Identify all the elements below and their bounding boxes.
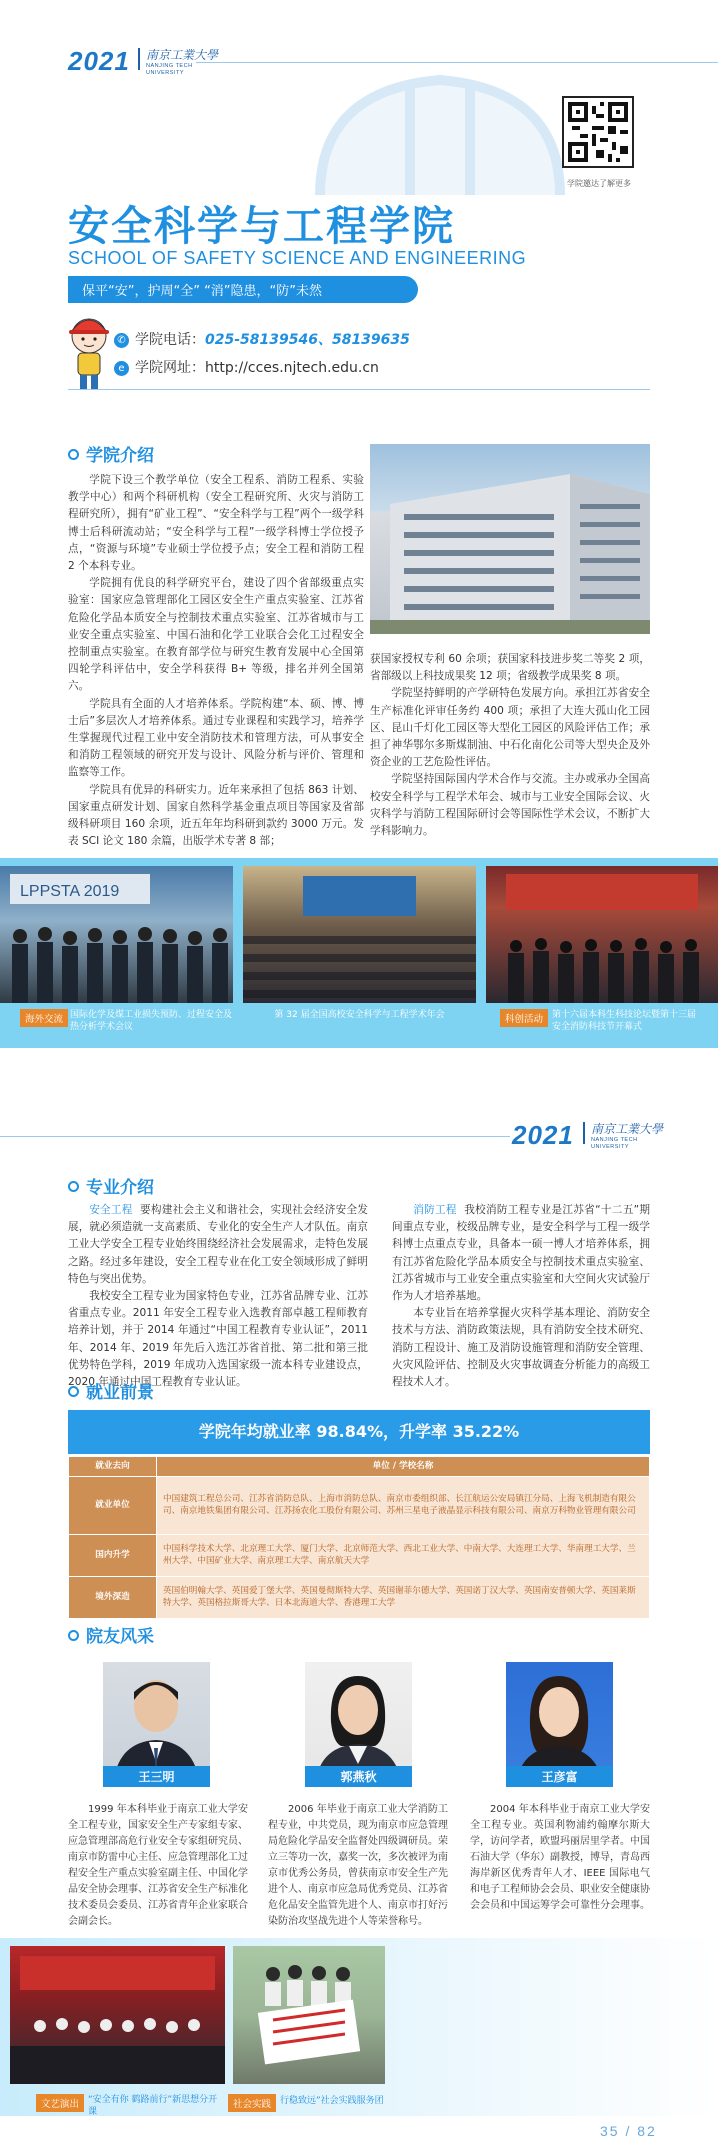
- table-header-cell: 就业去向: [69, 1457, 157, 1477]
- alumni-bio: 1999 年本科毕业于南京工业大学安全工程专业，国家安全生产专家组专家、应急管理部高危行业安全专家组研究员、南京市防雷中心主任、应急管理部化工过程安全生产重点实验室副主任、中国化学品安全协会理事、江苏省安全生产标准化技术委员会委员、江苏省青年企业家联合会副会长。: [68, 1804, 248, 1927]
- safety-major-paragraph: 我校安全工程专业为国家特色专业，江苏省品牌专业、江苏省重点专业。2011 年安全工程专业入选教育部卓越工程师教育培养计划，并于 2014 年通过“中国工程教育专业认证”，2011 年、2014 年、2019 年先后入选江苏省首批、第二批和第三批优势特色学科，2019 年成功入选国家级一流本科专业建设点，2020 年通过中国工程教育专业认证。: [68, 1290, 368, 1389]
- employment-banner: 学院年均就业率 98.84%，升学率 35.22%: [68, 1410, 650, 1454]
- website-row: [114, 357, 379, 377]
- intro-paragraph: 获国家授权专利 60 余项；获国家科技进步奖二等奖 2 项，省部级以上科技成果奖 12 项；省级教学成果奖 8 项。: [370, 653, 650, 683]
- header-year: 2021: [68, 46, 130, 76]
- table-row-value: 英国伯明翰大学、英国爱丁堡大学、英国曼彻斯特大学、英国谢菲尔德大学、英国诺丁汉大学、英国南安普顿大学、英国莱斯特大学、英国格拉斯哥大学、日本北海道大学、香港理工大学: [157, 1576, 650, 1618]
- qr-code[interactable]: [562, 96, 634, 168]
- fire-major-name: 消防工程: [413, 1204, 457, 1216]
- intro-paragraph: 学院下设三个教学单位（安全工程系、消防工程系、实验教学中心）和两个科研机构（安全工程研究所、火灾与消防工程研究所），拥有“矿业工程”、“安全科学与工程”两个一级学科博士后科研流动站；“安全科学与工程”一级学科博士学位授予点，“资源与环境”专业硕士学位授予点；安全工程和消防工程 2 个本科专业。: [68, 474, 364, 573]
- group-photo-icon: [0, 866, 233, 1003]
- table-row-value: 中国建筑工程总公司、江苏省消防总队、上海市消防总队、南京市委组织部、长江航运公安局镇江分局、上海飞机制造有限公司、南京地铁集团有限公司、江苏扬农化工股份有限公司、苏州三星电子液晶显示科技有限公司、南京万科物业管理有限公司: [157, 1476, 650, 1534]
- logo-english: NANJING TECH UNIVERSITY: [146, 63, 193, 76]
- qr-pattern-icon: [568, 102, 628, 162]
- intro-paragraph: 学院坚持鲜明的产学研特色发展方向。承担江苏省安全生产标准化评审任务约 400 项；承担了大连大孤山化工园区、昆山千灯化工园区等大型化工园区的风险评估工作；承担了神华鄂尔多斯煤制油、中石化南化公司等大型央企及外资企业的工艺危险性评估。: [370, 687, 650, 769]
- safety-major-name: 安全工程: [89, 1204, 133, 1216]
- website-link[interactable]: http://cces.njtech.edu.cn: [205, 360, 379, 376]
- fire-major-column: [392, 1202, 650, 1391]
- logo-divider: [138, 48, 140, 70]
- qr-caption: 学院邀达了解更多: [567, 179, 631, 188]
- safety-major-paragraph: 安全工程 要构建社会主义和谐社会，实现社会经济安全发展，就必须造就一支高素质、专业化的安全生产人才队伍。南京工业大学安全工程专业始终围绕经济社会发展需求，走特色发展之路。经过多年建设，安全工程专业在化工安全领域形成了鲜明特色与突出优势。: [68, 1204, 369, 1285]
- table-row-label: 就业单位: [69, 1476, 157, 1534]
- group-banner-icon: [233, 1946, 385, 2084]
- table-row: [69, 1534, 650, 1576]
- building-shape-icon: [370, 444, 650, 634]
- bottom-caption-text: “安全有你 鹤路前行”新思想分开课: [88, 2095, 218, 2117]
- phone-icon: ✆: [114, 333, 129, 348]
- table-row: [69, 1576, 650, 1618]
- page2-header-rule: [0, 1136, 510, 1137]
- college-title-english: SCHOOL OF SAFETY SCIENCE AND ENGINEERING: [68, 248, 527, 268]
- safety-major-column: [68, 1202, 368, 1391]
- alumni-bio: 2004 年本科毕业于南京工业大学安全工程专业。英国利物浦约翰摩尔斯大学，访问学者，欧盟玛丽居里学者。中国石油大学（华东）副教授，博导，青岛西海岸新区优秀青年人才、IEEE 国际电气和电子工程师协会会员、职业安全健康协会会员和中国运筹学会可靠性分会理事。: [470, 1804, 650, 1911]
- conference-hall-icon: [243, 866, 476, 1003]
- table-header-cell: 单位 / 学校名称: [157, 1457, 650, 1477]
- section-ring-icon: [68, 1386, 79, 1397]
- bottom-photo-2: [233, 1946, 385, 2084]
- intro-paragraph: 学院具有优异的科研实力。近年来承担了包括 863 计划、国家重点研发计划、国家自然科学基金重点项目等国家及省部级科研项目 160 余项，近五年年均科研到款约 3000 万元。发表 SCI 论文 180 余篇，出版学术专著 8 部；: [68, 783, 364, 848]
- intro-heading: 学院介绍: [68, 441, 154, 466]
- table-row-value: 中国科学技术大学、北京理工大学、厦门大学、北京师范大学、西北工业大学、中南大学、大连理工大学、华南理工大学、兰州大学、中国矿业大学、南京理工大学、南京航天大学: [157, 1534, 650, 1576]
- page-number: 35 / 82: [600, 2123, 657, 2139]
- intro-paragraph: 学院坚持国际国内学术合作与交流。主办或承办全国高校安全科学与工程学术年会、城市与工业安全国际会议、火灾科学与消防工程国际研讨会等国际性学术会议，不断扩大学科影响力。: [370, 773, 650, 838]
- college-slogan: 保平“安”，护周“全” “消”隐患，“防”未然: [68, 276, 418, 303]
- contact-rule: [68, 389, 650, 390]
- fire-major-paragraph: 本专业旨在培养掌握火灾科学基本理论、消防安全技术与方法、消防政策法规，具有消防安全技术研究、消防工程设计、施工及消防设施管理和消防安全管理、火灾风险评估、控制及火灾事故调查分析能力的高级工程技术人才。: [392, 1307, 650, 1389]
- page2-logo-text: 南京工業大學: [591, 1122, 664, 1136]
- page2-logo-divider: [583, 1122, 585, 1144]
- bottom-caption-text: 行稳致远”社会实践服务团: [280, 2096, 384, 2106]
- gallery-photo-3: [486, 866, 718, 1003]
- alumni-bio: 2006 年毕业于南京工业大学消防工程专业，中共党员，现为南京市应急管理局危险化学品安全监督处四级调研员。荣立三等功一次，嘉奖一次，多次被评为南京市优秀公务员，曾获南京市安全生产先进个人、南京市应急局优秀党员、江苏省危化品安全监管先进个人、南京市打好污染防治攻坚战先进个人等荣誉称号。: [268, 1804, 448, 1927]
- logo-text: 南京工業大學: [146, 48, 219, 62]
- table-header-row: [69, 1457, 650, 1477]
- phone-value: 025-58139546、58139635: [205, 332, 410, 348]
- section-ring-icon: [68, 1630, 79, 1641]
- bottom-tag: 社会实践: [228, 2094, 276, 2112]
- alumni-name: 郭燕秋: [305, 1766, 412, 1787]
- gallery-photo-1: [0, 866, 233, 1003]
- gallery-caption-text: 第十六届本科生科技论坛暨第十三届安全消防科技节开幕式: [552, 1010, 697, 1032]
- alumni-name: 王三明: [103, 1766, 210, 1787]
- bottom-tag: 文艺演出: [36, 2094, 84, 2112]
- table-row: [69, 1476, 650, 1534]
- intro-paragraph: 学院具有全面的人才培养体系。学院构建“本、硕、博、博士后”多层次人才培养体系。通过专业课程和实践学习，培养学生掌握现代过程工业中安全消防技术和管理方法，可从事安全和消防工程领域的研究开发与设计、风险分析与评价、管理和监察等工作。: [68, 697, 364, 779]
- section-ring-icon: [68, 449, 79, 460]
- gallery-tag: 科创活动: [500, 1009, 548, 1027]
- stage-event-icon: [486, 866, 718, 1003]
- web-icon: e: [114, 361, 129, 376]
- gallery-caption-2: 第 32 届全国高校安全科学与工程学术年会: [274, 1010, 445, 1020]
- gallery-photo-2: [243, 866, 476, 1003]
- intro-right-column: [370, 651, 650, 840]
- website-label: 学院网址：: [135, 360, 205, 376]
- stage-performance-icon: [10, 1946, 225, 2084]
- fire-major-paragraph: 消防工程 我校消防工程专业是江苏省“十二五”期间重点专业，校级品牌专业，是安全科学与工程一级学科博士点重点专业，具备本一硕一博人才培养体系，拥有江苏省危险化学品本质安全与控制技术重点实验室、江苏省城市与工业安全重点实验室和大空间火灾试验厅作为人才培养基地。: [392, 1204, 651, 1303]
- bottom-photo-1: [10, 1946, 225, 2084]
- table-row-label: 境外深造: [69, 1576, 157, 1618]
- alumni-heading: 院友风采: [68, 1622, 154, 1647]
- gallery-caption-text: 国际化学及煤工业损失预防、过程安全及热分析学术会议: [70, 1010, 233, 1032]
- phone-row: [114, 329, 410, 349]
- mascot-illustration: [66, 312, 112, 392]
- intro-left-column: [68, 472, 364, 850]
- building-photo: [370, 444, 650, 634]
- majors-heading: 专业介绍: [68, 1173, 154, 1198]
- phone-label: 学院电话：: [135, 332, 205, 348]
- intro-paragraph: 学院拥有优良的科学研究平台，建设了四个省部级重点实验室：国家应急管理部化工园区安全生产重点实验室、江苏省危险化学品本质安全与控制技术重点实验室、江苏省城市与工业安全重点实验室、中国石油和化学工业联合会化工过程安全控制重点实验室。在教育部学位与研究生教育发展中心全国第四轮学科评估中，安全学科获得 B+ 等级，排名并列全国第六。: [68, 577, 364, 693]
- table-row-label: 国内升学: [69, 1534, 157, 1576]
- employment-heading: 就业前景: [68, 1378, 154, 1403]
- page2-year: 2021: [512, 1120, 574, 1150]
- section-ring-icon: [68, 1181, 79, 1192]
- employment-table: [68, 1456, 650, 1619]
- svg-text:LPPSTA 2019: LPPSTA 2019: [20, 883, 120, 900]
- college-title: 安全科学与工程学院: [68, 202, 455, 250]
- alumni-name: 王彦富: [506, 1766, 613, 1787]
- page2-logo-english: NANJING TECH UNIVERSITY: [591, 1137, 638, 1150]
- gallery-tag: 海外交流: [20, 1009, 68, 1027]
